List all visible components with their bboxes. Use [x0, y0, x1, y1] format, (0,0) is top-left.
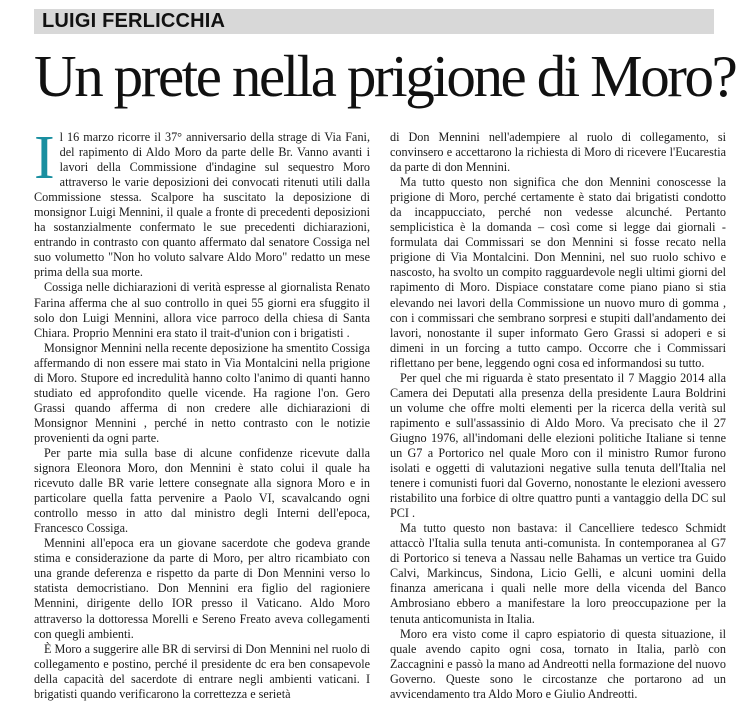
paragraph: Ma tutto questo non bastava: il Cancelliere tedesco Schmidt attaccò l'Italia sulla tenuta anti-comunista. In contemporanea al G7 di Portorico si teneva a Nassau nelle Bahamas un vertice tra Guido Calvi, Markincus, Sindona, Licio Gelli, e alcuni uomini della finanza americana i quali nelle more della vicenda del Banco Ambrosiano ebbero a manifestare la loro preoccupazione per la tenuta anticomunista in Italia.: [390, 521, 726, 626]
drop-cap: I: [34, 124, 55, 192]
paragraph: Il 16 marzo ricorre il 37° anniversario della strage di Via Fani, del rapimento di Aldo Moro da parte delle Br. Vanno avanti i lavori della Commissione d'indagine sul sequestro Moro attraverso le varie deposizioni dei convocati ritenuti utili dalla Commissione stessa. Scalpore ha suscitato la deposizione di monsignor Luigi Mennini, il quale a fronte di precedenti deposizioni ha sostanzialmente confermato le sue precedenti dichiarazioni, entrando in contrasto con quanto affermato dal senatore Cossiga nel suo volumetto "Non ho voluto salvare Aldo Moro" redatto un mese prima della sua morte.: [34, 124, 370, 280]
article-column-1: [34, 124, 370, 701]
paragraph: di Don Mennini nell'adempiere al ruolo di collegamento, si convinsero e accettarono la richiesta di Moro di ricevere l'Eucarestia da parte di don Mennini.: [390, 130, 726, 175]
paragraph: Monsignor Mennini nella recente deposizione ha smentito Cossiga affermando di non essere mai stato in Via Montalcini nella prigione di Moro. Stupore ed incredulità hanno colto l'animo di quanti hanno studiato ed approfondito quelle vicende. Ha ragione l'on. Gero Grassi quando afferma di non credere alle dichiarazioni di Monsignor Mennini , perché in netto contrasto con le notizie provenienti da ogni parte.: [34, 340, 370, 445]
paragraph: Moro era visto come il capro espiatorio di questa situazione, il quale avendo capito ogni cosa, tornato in Italia, parlò con Zaccagnini e passò la mano ad Andreotti nella formazione del nuovo Governo. Queste sono le circostanze che portarono ad un avvicendamento tra Aldo Moro e Giulio Andreotti.: [390, 626, 726, 701]
author-byline: LUIGI FERLICCHIA: [34, 9, 714, 34]
article-headline: Un prete nella prigione di Moro?: [34, 43, 736, 109]
paragraph: È Moro a suggerire alle BR di servirsi di Don Mennini nel ruolo di collegamento e postino, perché il presidente dc era ben consapevole della capacità del sacerdote di entrare negli ambienti vaticani. I brigatisti quando verificarono la correttezza e serietà: [34, 641, 370, 701]
paragraph: Per quel che mi riguarda è stato presentato il 7 Maggio 2014 alla Camera dei Deputati alla presenza della presidente Laura Boldrini un volume che offre molti elementi per la ricerca della verità sul rapimento e sull'assassinio di Aldo Moro. Va precisato che il 27 Giugno 1976, all'indomani delle elezioni politiche Italiane si tenne un G7 a Portorico nel quale Moro con il ministro Rumor furono isolati e oggetti di valutazioni negative sulla tenuta dell'Italia nel tenere i comunisti fuori dal Governo, nonostante le elezioni avessero ristabilito una forbice di oltre quattro punti a vantaggio della DC sul PCI .: [390, 370, 726, 521]
paragraph: Per parte mia sulla base di alcune confidenze ricevute dalla signora Eleonora Moro, don Mennini è stato colui il quale ha ricevuto dalle BR varie lettere consegnate alla signora Moro e in particolare quella fatta pervenire a Paolo VI, scavalcando ogni controllo messo in atto dal ministro degli Interni dell'epoca, Francesco Cossiga.: [34, 445, 370, 536]
paragraph: Mennini all'epoca era un giovane sacerdote che godeva grande stima e considerazione da parte di Moro, per altro ricambiato con una grande deferenza e rispetto da parte di Don Mennini verso lo statista democristiano. Don Mennini era figlio del ragioniere Mennini, dirigente dello IOR presso il Vaticano. Aldo Moro attraverso la dottoressa Morelli e Sereno Freato aveva collegamenti con quegli ambienti.: [34, 536, 370, 641]
paragraph: Cossiga nelle dichiarazioni di verità espresse al giornalista Renato Farina afferma che al suo controllo in quei 55 giorni era sfuggito il solo don Luigi Mennini, allora vice parroco della chiesa di Santa Chiara. Proprio Mennini era stato il trait-d'union con i brigatisti .: [34, 280, 370, 340]
article-column-2: [390, 130, 726, 701]
paragraph: Ma tutto questo non significa che don Mennini conoscesse la prigione di Moro, perché certamente è stato dai brigatisti condotto da incappucciato, perché non vedesse alcunché. Pertanto semplicistica è la domanda – così come si legge dai giornali - formulata dai Commissari se don Mennini si fosse recato nella prigione di Via Montalcini. Don Mennini, nel suo ruolo schivo e nascosto, ha svolto un compito ragguardevole negli ultimi giorni del rapimento di Moro. Dispiace constatare come piano piano si stia elevando nei lavori della Commissione un nuovo muro di gomma , con i commissari che sembrano sorpresi e stupiti dall'andamento dei lavori, nonostante il super informato Gero Grassi si adoperi e si dimeni in un forcing a tutto campo. Occorre che i Commissari riflettano per bene, leggendo ogni cosa ed informandosi su tutto.: [390, 175, 726, 370]
